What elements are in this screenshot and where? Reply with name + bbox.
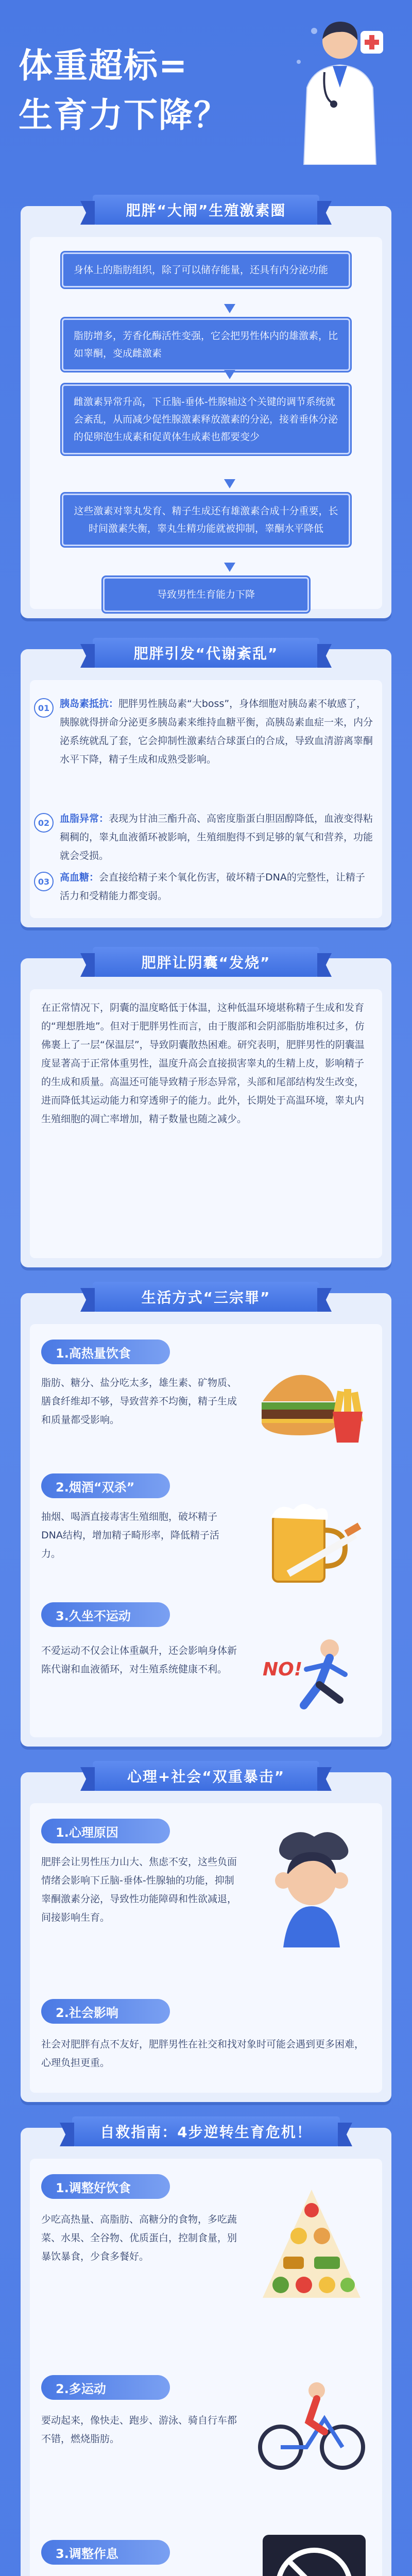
title-line-1: 体重超标= bbox=[19, 46, 188, 86]
self-help-text: 少吃高热量、高脂肪、高糖分的食物，多吃蔬菜、水果、全谷物、优质蛋白，控制食量，别暴饮暴食，少食多餐好。 bbox=[41, 2214, 237, 2262]
scrotum-text: 在正常情况下，阴囊的温度略低于体温，这种低温环境堪称精子生成和发育的“理想胜地”。但对于肥胖男性而言，由于腹部和会阴部脂肪堆积过多，仿佛裹上了一层“保温层”，导致阴囊散热困难。研究表明，肥胖男性的阴囊温度显著高于正常体重男性，温度升高会直接损害睾丸的生精上皮，影响精子的生成和质量。高温还可能导致精子形态异常，头部和尾部结构发生改变，进而降低其运动能力和穿透卵子的能力。此外，长期处于高温环境，睾丸内生殖细胞的凋亡率增加，精子数量也随之减少。 bbox=[41, 1002, 365, 1125]
item-head: 高血糖： bbox=[60, 872, 99, 883]
arrow-down-icon bbox=[224, 479, 235, 488]
cycling-icon bbox=[252, 2370, 371, 2473]
arrow-down-icon bbox=[224, 563, 235, 572]
item-head: 血脂异常： bbox=[60, 813, 109, 824]
item-head: 胰岛素抵抗： bbox=[60, 698, 119, 709]
number-badge: 02 bbox=[34, 813, 54, 833]
junk-food-icon bbox=[252, 1355, 366, 1448]
header bbox=[0, 0, 412, 206]
beer-cigarette-icon bbox=[252, 1494, 371, 1592]
subhead-routine: 3.调整作息 bbox=[41, 2540, 170, 2565]
section-title: 肥胖引发“代谢紊乱” bbox=[93, 638, 319, 668]
section-self-help-card bbox=[21, 2124, 391, 2576]
no-label: NO! bbox=[263, 1659, 303, 1680]
section-title: 心理+社会“双重暴击” bbox=[93, 1761, 319, 1791]
subhead-diet: 1.高热量饮食 bbox=[41, 1340, 170, 1364]
subhead-diet-adjust: 1.调整好饮食 bbox=[41, 2174, 170, 2199]
stressed-person-icon bbox=[252, 1824, 371, 1947]
number-badge: 01 bbox=[34, 698, 54, 718]
lifestyle-text: 脂肪、糖分、盐分吃太多，雄生素、矿物质、膳食纤维却不够，导致营养不均衡，精子生成和质量都受影响。 bbox=[41, 1377, 237, 1426]
subhead-psychology: 1.心理原因 bbox=[41, 1819, 170, 1843]
section-hormone-card bbox=[21, 202, 391, 618]
flow-step: 身体上的脂肪组织，除了可以储存能量，还具有内分泌功能 bbox=[62, 252, 350, 287]
arrow-down-icon bbox=[224, 370, 235, 379]
metabolism-item bbox=[60, 868, 374, 905]
title-line-2: 生育力下降？ bbox=[19, 95, 229, 135]
flow-step: 导致男性生育能力下降 bbox=[103, 577, 309, 612]
subhead-smoke-alcohol: 2.烟酒“双杀” bbox=[41, 1473, 170, 1498]
item-text: 表现为甘油三酯升高、高密度脂蛋白胆固醇降低，血液变得粘稠稠的，睾丸血液循环被影响，生殖细胞得不到足够的氧气和营养，功能就会受损。 bbox=[60, 813, 373, 861]
item-text: 会直接给精子来个氧化伤害，破坏精子DNA的完整性，让精子活力和受精能力都变弱。 bbox=[60, 872, 365, 902]
subhead-exercise: 2.多运动 bbox=[41, 2375, 170, 2400]
arrow-down-icon bbox=[224, 304, 235, 313]
lifestyle-text: 抽烟、喝酒直接毒害生殖细胞，破坏精子DNA结构，增加精子畸形率，降低精子活力。 bbox=[41, 1511, 219, 1560]
no-smoking-icon bbox=[263, 2535, 366, 2576]
lifestyle-text: 不爱运动不仅会让体重飙升，还会影响身体新陈代谢和血液循环，对生殖系统健康不利。 bbox=[41, 1645, 237, 1675]
doctor-illustration bbox=[283, 10, 397, 165]
page-title bbox=[19, 41, 229, 140]
section-title: 肥胖让阴囊“发烧” bbox=[93, 947, 319, 977]
item-text: 肥胖男性胰岛素“大boss”，身体细胞对胰岛素不敏感了，胰腺就得拼命分泌更多胰岛素来维持血糖平衡，高胰岛素血症一来，内分泌系统就乱了套，它会抑制性激素结合球蛋白的合成，导致血清游离睾酮水平下降，精子生成和成熟受影响。 bbox=[60, 698, 373, 765]
section-title: 自救指南：4步逆转生育危机！ bbox=[72, 2116, 340, 2146]
flow-step: 雌激素异常升高，下丘脑-垂体-性腺轴这个关键的调节系统就会紊乱，从而减少促性腺激素释放激素的分泌，接着垂体分泌的促卵泡生成素和促黄体生成素也都要变少 bbox=[62, 384, 350, 454]
section-title: 生活方式“三宗罪” bbox=[93, 1282, 319, 1312]
psychology-text: 肥胖会让男性压力山大、焦虑不安，这些负面情绪会影响下丘脑-垂体-性腺轴的功能，抑制睾酮激素分泌，导致性功能障碍和性欲减退，间接影响生育。 bbox=[41, 1856, 237, 1923]
flow-step: 脂肪增多，芳香化酶活性变强，它会把男性体内的雄激素，比如睾酮，变成雌激素 bbox=[62, 318, 350, 371]
flow-step: 这些激素对睾丸发育、精子生成还有雄激素合成十分重要，长时间激素失衡，睾丸生精功能就被抑制，睾酮水平降低 bbox=[62, 494, 350, 546]
section-scrotum-card bbox=[21, 954, 391, 1267]
section-psychology-card bbox=[21, 1768, 391, 2102]
metabolism-item bbox=[60, 694, 374, 769]
number-badge: 03 bbox=[34, 872, 54, 891]
food-pyramid-icon bbox=[252, 2184, 371, 2303]
subhead-society: 2.社会影响 bbox=[41, 1999, 170, 2024]
subhead-sedentary: 3.久坐不运动 bbox=[41, 1602, 170, 1627]
section-metabolism-card bbox=[21, 645, 391, 927]
metabolism-item bbox=[60, 809, 374, 865]
section-lifestyle-card bbox=[21, 1289, 391, 1747]
society-text: 社会对肥胖有点不友好，肥胖男性在社交和找对象时可能会遇到更多困难，心理负担更重。 bbox=[41, 2039, 365, 2069]
self-help-text: 要动起来，像快走、跑步、游泳、骑自行车都不错，燃烧脂肪。 bbox=[41, 2415, 237, 2445]
section-title: 肥胖“大闹”生殖激素圈 bbox=[93, 195, 319, 225]
